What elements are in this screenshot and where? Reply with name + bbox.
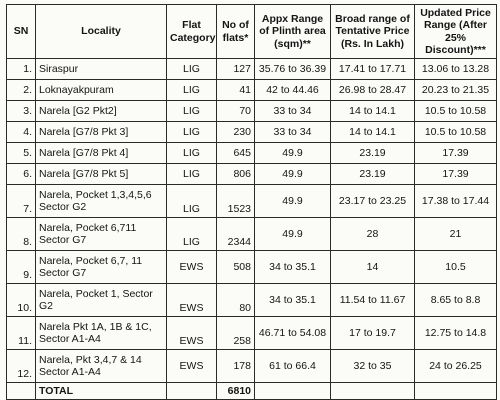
cell-empty — [255, 383, 331, 400]
cell-locality: Narela, Pkt 3,4,7 & 14 Sector A1-A4 — [36, 350, 167, 383]
cell-sn: 2. — [7, 80, 36, 101]
cell-price: 14 — [331, 251, 415, 284]
cell-updated: 13.06 to 13.28 — [415, 59, 497, 80]
cell-area: 34 to 35.1 — [255, 284, 331, 317]
table-row — [7, 350, 497, 383]
cell-sn: 3. — [7, 101, 36, 122]
cell-flats: 1523 — [217, 185, 255, 218]
cell-updated: 12.75 to 14.8 — [415, 317, 497, 350]
total-row — [7, 383, 497, 400]
cell-locality: Narela, Pocket 1,3,4,5,6 Sector G2 — [36, 185, 167, 218]
cell-flats: 645 — [217, 143, 255, 164]
cell-category: LIG — [167, 185, 217, 218]
cell-category: LIG — [167, 59, 217, 80]
total-label: TOTAL — [36, 383, 167, 400]
cell-updated: 24 to 26.25 — [415, 350, 497, 383]
cell-locality: Narela Pkt 1A, 1B & 1C, Sector A1-A4 — [36, 317, 167, 350]
total-flats: 6810 — [217, 383, 255, 400]
cell-updated: 10.5 to 10.58 — [415, 122, 497, 143]
cell-area: 46.71 to 54.08 — [255, 317, 331, 350]
cell-price: 14 to 14.1 — [331, 101, 415, 122]
header-tentative-price: Broad range of Tentative Price (Rs. In Lakh) — [331, 5, 415, 59]
cell-updated: 17.39 — [415, 143, 497, 164]
cell-sn: 10. — [7, 284, 36, 317]
cell-flats: 508 — [217, 251, 255, 284]
cell-sn: 7. — [7, 185, 36, 218]
cell-category: EWS — [167, 317, 217, 350]
cell-sn: 8. — [7, 218, 36, 251]
cell-flats: 41 — [217, 80, 255, 101]
cell-area: 61 to 66.4 — [255, 350, 331, 383]
cell-price: 14 to 14.1 — [331, 122, 415, 143]
cell-price: 23.19 — [331, 164, 415, 185]
cell-updated: 21 — [415, 218, 497, 251]
cell-locality: Narela, Pocket 6,7, 11 Sector G7 — [36, 251, 167, 284]
cell-flats: 230 — [217, 122, 255, 143]
cell-area: 42 to 44.46 — [255, 80, 331, 101]
cell-locality: Narela [G7/8 Pkt 4] — [36, 143, 167, 164]
table-row — [7, 251, 497, 284]
cell-sn: 9. — [7, 251, 36, 284]
cell-category: LIG — [167, 122, 217, 143]
cell-price: 28 — [331, 218, 415, 251]
header-updated-price: Updated Price Range (After 25% Discount)*** — [415, 5, 497, 59]
cell-flats: 127 — [217, 59, 255, 80]
table-header-row — [7, 5, 497, 59]
table-row — [7, 185, 497, 218]
cell-updated: 10.5 — [415, 251, 497, 284]
cell-category: LIG — [167, 101, 217, 122]
cell-updated: 17.39 — [415, 164, 497, 185]
cell-category: EWS — [167, 284, 217, 317]
cell-updated: 20.23 to 21.35 — [415, 80, 497, 101]
cell-sn: 1. — [7, 59, 36, 80]
cell-updated: 8.65 to 8.8 — [415, 284, 497, 317]
cell-price: 11.54 to 11.67 — [331, 284, 415, 317]
cell-empty — [167, 383, 217, 400]
cell-flats: 80 — [217, 284, 255, 317]
cell-flats: 2344 — [217, 218, 255, 251]
flats-table — [6, 4, 497, 400]
cell-flats: 806 — [217, 164, 255, 185]
cell-category: LIG — [167, 164, 217, 185]
cell-flats: 178 — [217, 350, 255, 383]
cell-category: LIG — [167, 218, 217, 251]
cell-area: 35.76 to 36.39 — [255, 59, 331, 80]
cell-area: 49.9 — [255, 143, 331, 164]
cell-sn: 12. — [7, 350, 36, 383]
cell-locality: Narela, Pocket 1, Sector G2 — [36, 284, 167, 317]
cell-locality: Narela [G2 Pkt2] — [36, 101, 167, 122]
cell-empty — [415, 383, 497, 400]
table-row — [7, 101, 497, 122]
table-row — [7, 59, 497, 80]
cell-area: 49.9 — [255, 185, 331, 218]
cell-locality: Siraspur — [36, 59, 167, 80]
cell-category: EWS — [167, 350, 217, 383]
cell-updated: 17.38 to 17.44 — [415, 185, 497, 218]
cell-flats: 70 — [217, 101, 255, 122]
cell-locality: Narela [G7/8 Pkt 5] — [36, 164, 167, 185]
cell-empty — [331, 383, 415, 400]
header-locality: Locality — [36, 5, 167, 59]
cell-sn: 4. — [7, 122, 36, 143]
cell-updated: 10.5 to 10.58 — [415, 101, 497, 122]
cell-price: 17.41 to 17.71 — [331, 59, 415, 80]
cell-area: 34 to 35.1 — [255, 251, 331, 284]
table-row — [7, 317, 497, 350]
cell-sn-empty — [7, 383, 36, 400]
cell-price: 23.19 — [331, 143, 415, 164]
table-row — [7, 164, 497, 185]
cell-sn: 5. — [7, 143, 36, 164]
cell-price: 17 to 19.7 — [331, 317, 415, 350]
cell-area: 49.9 — [255, 164, 331, 185]
header-flat-category: Flat Category — [167, 5, 217, 59]
cell-locality: Loknayakpuram — [36, 80, 167, 101]
cell-category: LIG — [167, 80, 217, 101]
cell-area: 33 to 34 — [255, 122, 331, 143]
header-plinth-area: Appx Range of Plinth area (sqm)** — [255, 5, 331, 59]
cell-sn: 6. — [7, 164, 36, 185]
table-row — [7, 122, 497, 143]
cell-area: 49.9 — [255, 218, 331, 251]
cell-price: 23.17 to 23.25 — [331, 185, 415, 218]
cell-locality: Narela [G7/8 Pkt 3] — [36, 122, 167, 143]
table-row — [7, 143, 497, 164]
table-row — [7, 218, 497, 251]
table-row — [7, 80, 497, 101]
cell-price: 32 to 35 — [331, 350, 415, 383]
table-row — [7, 284, 497, 317]
header-sn: SN — [7, 5, 36, 59]
cell-sn: 11. — [7, 317, 36, 350]
cell-area: 33 to 34 — [255, 101, 331, 122]
cell-locality: Narela, Pocket 6,711 Sector G7 — [36, 218, 167, 251]
cell-flats: 258 — [217, 317, 255, 350]
cell-category: EWS — [167, 251, 217, 284]
cell-price: 26.98 to 28.47 — [331, 80, 415, 101]
cell-category: LIG — [167, 143, 217, 164]
header-no-of-flats: No of flats* — [217, 5, 255, 59]
